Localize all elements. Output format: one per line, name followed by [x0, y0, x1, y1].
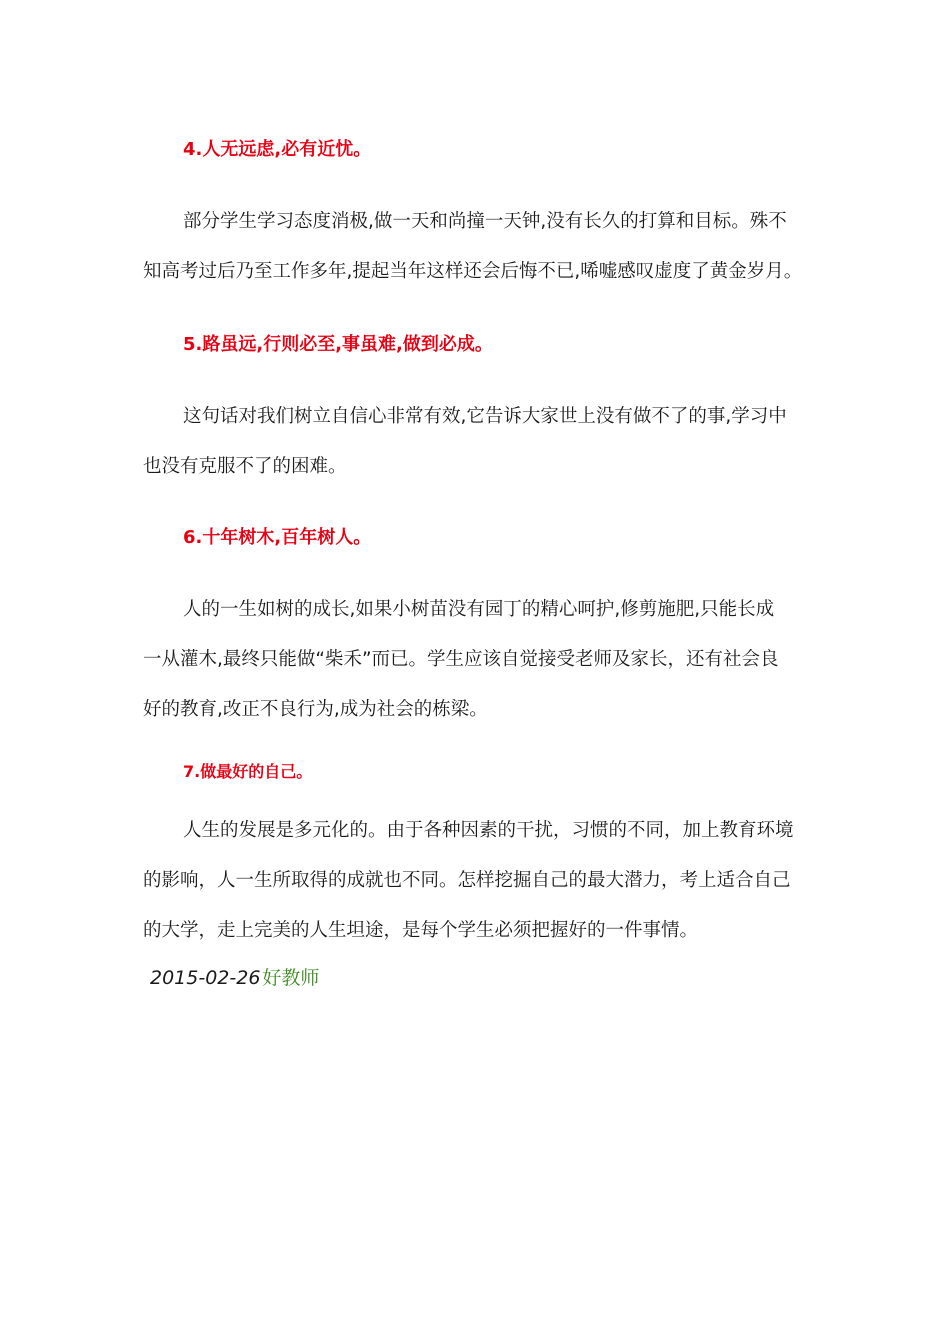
section-paragraph-5 — [143, 392, 823, 492]
section-heading-5: 5.路虽远,行则必至,事虽难,做到必成。 — [183, 334, 493, 355]
section-paragraph-4 — [143, 197, 823, 297]
paragraph-line: 的影响，人一生所取得的成就也不同。怎样挖掘自己的最大潜力，考上适合自己 — [143, 870, 791, 891]
source-link[interactable]: 好教师 — [262, 967, 320, 989]
section-heading-4: 4.人无远虑,必有近忧。 — [183, 139, 372, 160]
paragraph-line: 好的教育,改正不良行为,成为社会的栋梁。 — [143, 699, 488, 720]
section-heading-6: 6.十年树木,百年树人。 — [183, 527, 372, 548]
paragraph-line: 部分学生学习态度消极,做一天和尚撞一天钟,没有长久的打算和目标。殊不 — [183, 211, 787, 232]
paragraph-line: 知高考过后乃至工作多年,提起当年这样还会后悔不已,唏嘘感叹虚度了黄金岁月。 — [143, 261, 803, 282]
paragraph-line: 的大学，走上完美的人生坦途，是每个学生必须把握好的一件事情。 — [143, 920, 699, 941]
paragraph-line: 人的一生如树的成长,如果小树苗没有园丁的精心呵护,修剪施肥,只能长成 — [183, 599, 775, 620]
paragraph-line: 一从灌木,最终只能做“柴禾”而已。学生应该自觉接受老师及家长，还有社会良 — [143, 649, 779, 670]
publish-date: 2015-02-26 — [150, 967, 261, 989]
paragraph-line: 也没有克服不了的困难。 — [143, 456, 347, 477]
section-paragraph-6 — [143, 585, 823, 735]
paragraph-line: 人生的发展是多元化的。由于各种因素的干扰，习惯的不同，加上教育环境 — [183, 820, 794, 841]
section-paragraph-7 — [143, 806, 823, 956]
article-footer — [150, 963, 319, 993]
section-heading-7: 7.做最好的自己。 — [183, 762, 313, 781]
paragraph-line: 这句话对我们树立自信心非常有效,它告诉大家世上没有做不了的事,学习中 — [183, 406, 787, 427]
